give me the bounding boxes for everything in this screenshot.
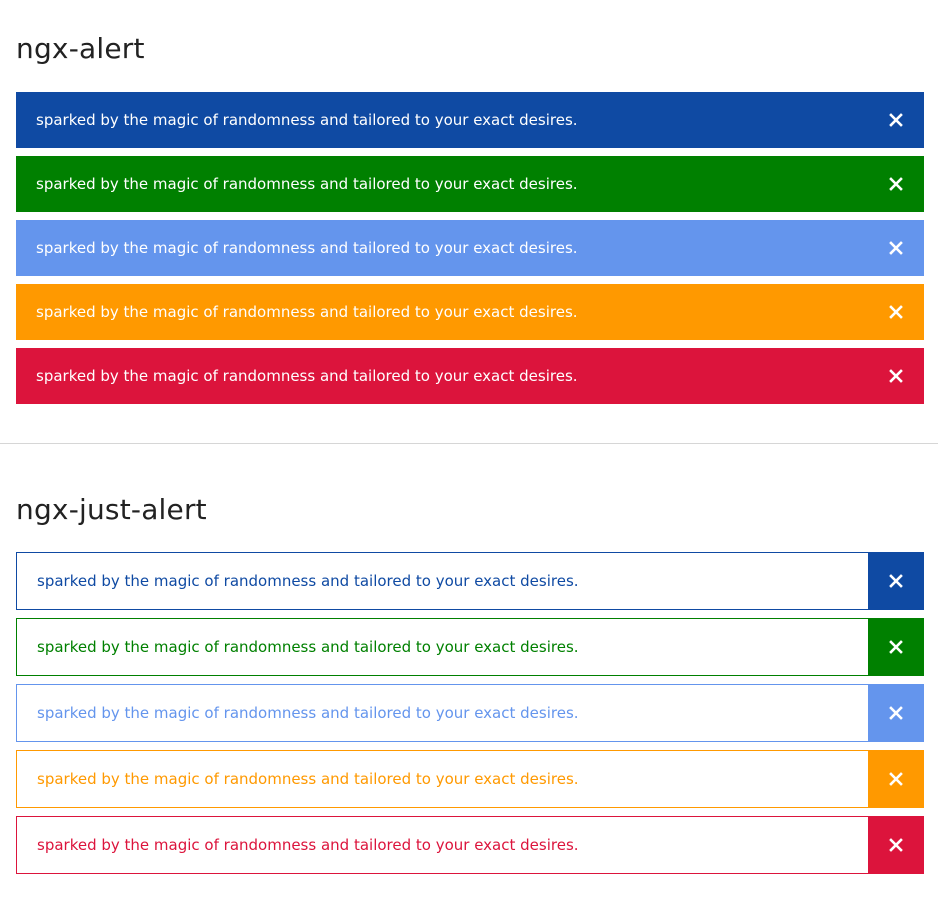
close-icon: [889, 574, 903, 588]
just-alert-message: sparked by the magic of randomness and tailored to your exact desires.: [37, 572, 579, 590]
alert-message: sparked by the magic of randomness and tailored to your exact desires.: [36, 239, 578, 257]
close-icon: [889, 113, 903, 127]
close-icon: [889, 640, 903, 654]
alert-close-button[interactable]: [868, 156, 924, 212]
alert-warning: [16, 284, 924, 340]
close-icon: [889, 177, 903, 191]
close-icon: [889, 772, 903, 786]
alert-message: sparked by the magic of randomness and tailored to your exact desires.: [36, 175, 578, 193]
just-alert-close-button[interactable]: [868, 552, 924, 610]
just-alert-info: [16, 684, 924, 742]
ngx-alert-title: ngx-alert: [16, 32, 145, 65]
ngx-alert-list: [16, 92, 924, 412]
close-icon: [889, 369, 903, 383]
just-alert-message: sparked by the magic of randomness and tailored to your exact desires.: [37, 836, 579, 854]
close-icon: [889, 838, 903, 852]
alert-message: sparked by the magic of randomness and tailored to your exact desires.: [36, 303, 578, 321]
alert-success: [16, 156, 924, 212]
alert-danger: [16, 348, 924, 404]
close-icon: [889, 706, 903, 720]
just-alert-message: sparked by the magic of randomness and tailored to your exact desires.: [37, 638, 579, 656]
just-alert-message: sparked by the magic of randomness and tailored to your exact desires.: [37, 704, 579, 722]
alert-close-button[interactable]: [868, 284, 924, 340]
alert-message: sparked by the magic of randomness and tailored to your exact desires.: [36, 367, 578, 385]
alert-close-button[interactable]: [868, 92, 924, 148]
alert-message: sparked by the magic of randomness and tailored to your exact desires.: [36, 111, 578, 129]
just-alert-warning: [16, 750, 924, 808]
just-alert-close-button[interactable]: [868, 684, 924, 742]
just-alert-close-button[interactable]: [868, 750, 924, 808]
just-alert-message: sparked by the magic of randomness and tailored to your exact desires.: [37, 770, 579, 788]
alert-primary: [16, 92, 924, 148]
ngx-just-alert-title: ngx-just-alert: [16, 493, 207, 526]
just-alert-close-button[interactable]: [868, 618, 924, 676]
ngx-just-alert-list: [16, 552, 924, 882]
close-icon: [889, 305, 903, 319]
alert-info: [16, 220, 924, 276]
just-alert-success: [16, 618, 924, 676]
close-icon: [889, 241, 903, 255]
section-divider: [0, 443, 938, 444]
just-alert-close-button[interactable]: [868, 816, 924, 874]
just-alert-danger: [16, 816, 924, 874]
alert-close-button[interactable]: [868, 220, 924, 276]
just-alert-primary: [16, 552, 924, 610]
alert-close-button[interactable]: [868, 348, 924, 404]
